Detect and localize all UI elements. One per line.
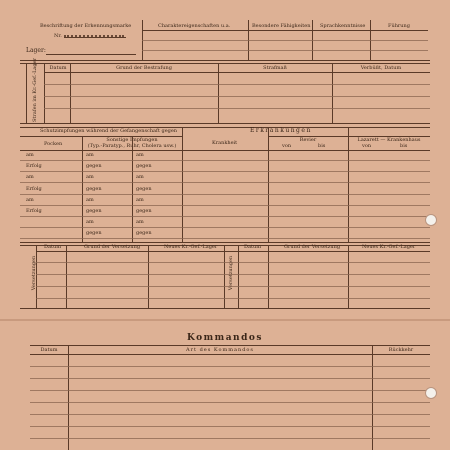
impfung-cell: Erfolg [26,185,42,192]
lazarett-von: von [362,143,372,149]
punch-hole [425,214,437,226]
revier-bis: bis [318,143,326,149]
impfung-cell: am [86,196,94,203]
impfung-cell: gegen [86,208,102,214]
kommandos-title: Kommandos [187,333,263,343]
strafen-col-strafmass: Strafmaß [263,65,287,71]
strafen-side-label: Strafen im Kr.-Gef.-Lager [32,58,38,122]
kommandos-col-datum: Datum [40,347,58,353]
strafen-col-verbuesst: Verbüßt, Datum [360,65,402,71]
faehigkeiten-header: Besondere Fähigkeiten [252,23,311,29]
impfung-cell: am [136,152,144,158]
impfungen-title: Schutzimpfungen während der Gefangenschaft gegen [40,128,178,134]
impfung-cell: am [26,174,34,181]
impfung-row-line [20,238,430,239]
fuehrung-header: Führung [388,23,410,29]
strafen-col-grund: Grund der Bestrafung [116,65,172,71]
impfung-cell: Erfolg [26,208,42,214]
impfung-cell: gegen [136,230,152,237]
impfung-row-line [20,171,430,172]
versetzungen-left-label: Versetzungen [31,255,37,291]
impfung-row-line [20,194,430,195]
impfung-cell: am [136,196,144,203]
krankheit-header: Krankheit [212,140,238,146]
impfung-cell: am [86,174,94,181]
impfung-cell: am [136,174,144,181]
impfung-row-line [20,227,430,228]
impfung-cell: am [26,152,34,158]
impfung-cell: am [26,196,34,203]
vers-right-grund: Grund der Versetzung [284,244,341,250]
sonstige-header-1: Sonstige Impfungen [106,137,158,143]
strafen-col-datum: Datum [49,65,67,71]
impfung-cell: gegen [136,185,152,192]
nr-field[interactable] [64,37,126,38]
punch-hole [425,387,437,399]
revier-header: Revier [299,137,317,143]
lager-label: Lager: [26,47,46,54]
kommandos-col-rueckkehr: Rückkehr [388,347,414,353]
versetzungen-right-label: Versetzungen [228,255,234,291]
nr-label: Nr. [54,33,62,39]
kommandos-col-art: Art des Kommandos [186,347,254,353]
vers-right-lager: Neues Kr.-Gef.-Lager [362,244,416,250]
impfung-cell: gegen [86,163,102,170]
lazarett-bis: bis [400,143,408,149]
impfung-cell: am [86,152,94,158]
impfung-cell: gegen [86,185,102,192]
impfung-row-line [20,182,430,183]
charakter-header: Charaktereigenschaften u.a. [158,23,231,29]
impfung-cell: gegen [136,163,152,170]
card-fold [0,319,450,321]
lazarett-header: Lazarett — Krankenhaus [357,137,421,143]
vers-right-datum: Datum [244,244,261,250]
vers-left-lager: Neues Kr.-Gef.-Lager [164,244,218,250]
impfung-cell: am [86,219,94,226]
impfung-cell: gegen [86,230,102,237]
impfung-cell: gegen [136,208,152,214]
sprach-header: Sprachkenntnisse [320,23,366,29]
impfung-cell: Erfolg [26,163,42,170]
vers-left-grund: Grund der Versetzung [84,244,141,250]
erkrankungen-title: Erkrankungen [250,127,312,134]
impfung-row-line [20,205,430,206]
impfung-cell: am [136,219,144,226]
vers-left-datum: Datum [44,244,61,250]
impfung-row-line [20,160,430,161]
beschriftung-label: Beschriftung der Erkennungsmarke [40,23,132,29]
impfung-row-line [20,216,430,217]
sonstige-header-2: (Typ.-Paratyp., Ruhr, Cholera usw.) [87,143,177,149]
pocken-header: Pocken [44,141,63,147]
revier-von: von [282,143,292,149]
lager-field[interactable] [46,54,136,55]
